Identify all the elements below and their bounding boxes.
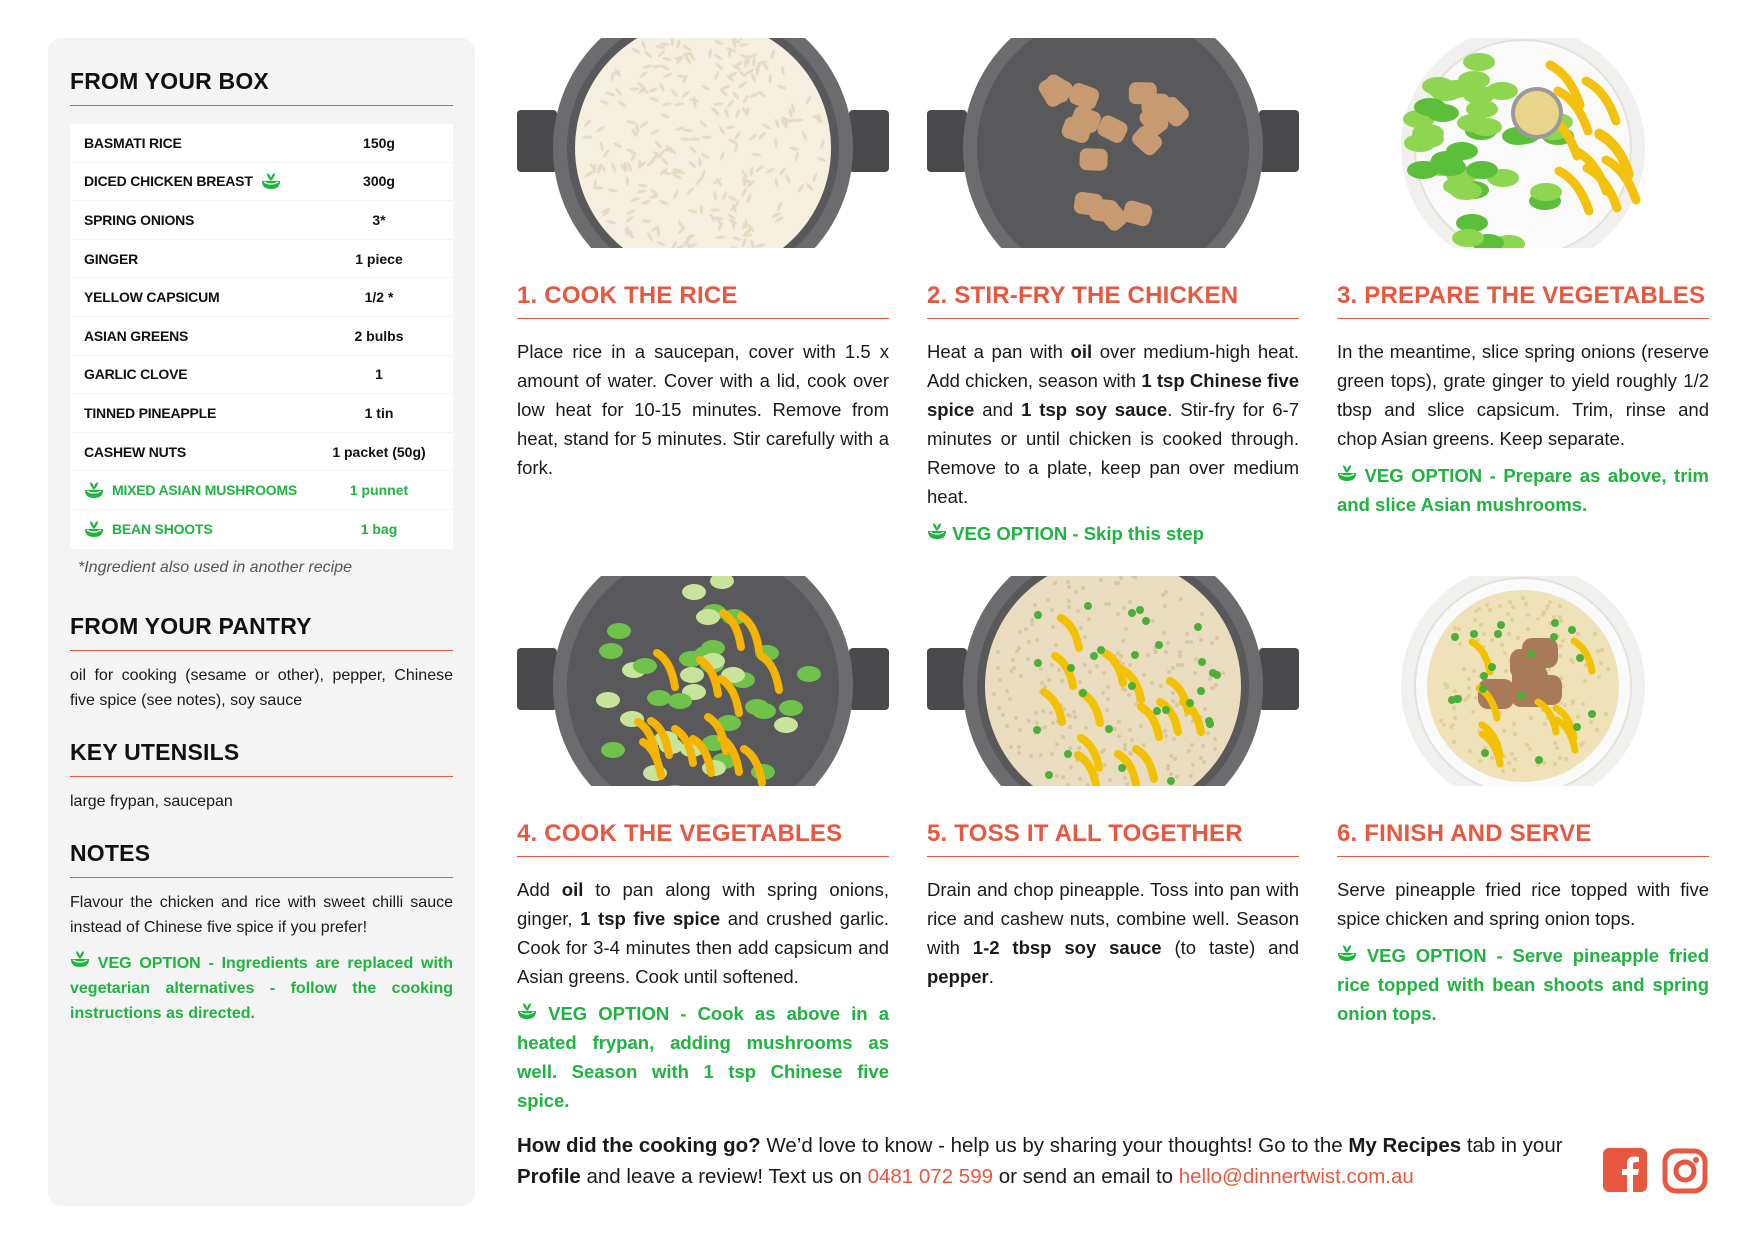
- ingredient-row: [70, 240, 453, 279]
- step-instructions: [927, 875, 1299, 991]
- ingredient-label: GINGER: [84, 250, 139, 267]
- step-text: In the meantime, slice spring onions (reserve green tops), grate ginger to yield roughly 1/2 tbsp and slice capsicum. Trim, rinse and chop Asian greens. Keep separate.: [1337, 341, 1709, 449]
- email-link[interactable]: hello@dinnertwist.com.au: [1178, 1165, 1414, 1188]
- step-3: [1337, 38, 1709, 519]
- ingredient-name: [84, 366, 319, 382]
- veg-leaf-icon: [261, 172, 281, 190]
- step-veg-option: [927, 519, 1299, 548]
- step-photo-fried-rice-in-pan: [927, 576, 1299, 786]
- footer-text: or send an email to: [993, 1165, 1179, 1188]
- step-instructions: [1337, 875, 1709, 933]
- step-title: 5. TOSS IT ALL TOGETHER: [927, 820, 1299, 857]
- footer-text: tab in your: [1461, 1134, 1563, 1157]
- utensils-text: large frypan, saucepan: [70, 792, 233, 810]
- ingredient-row: [70, 394, 453, 433]
- pantry-heading: FROM YOUR PANTRY: [70, 613, 453, 651]
- email-link[interactable]: 0481 072 599: [867, 1165, 993, 1188]
- ingredient-label: CASHEW NUTS: [84, 443, 187, 460]
- step-photo-vegetables-in-pan: [517, 576, 889, 786]
- step-quantity-highlight: 1-2 tbsp soy sauce: [972, 937, 1162, 958]
- step-instructions: [517, 875, 889, 991]
- pantry-section: [70, 613, 453, 713]
- facebook-icon[interactable]: [1603, 1148, 1647, 1192]
- step-veg-text: VEG OPTION - Prepare as above, trim and slice Asian mushrooms.: [1337, 465, 1709, 515]
- step-text: Place rice in a saucepan, cover with 1.5 x amount of water. Cover with a lid, cook over low heat for 10-15 minutes. Remove from heat, stand for 5 minutes. Stir carefully with a fork.: [517, 341, 889, 478]
- ingredient-name: [84, 481, 319, 499]
- ingredient-qty: 150g: [363, 134, 395, 151]
- instagram-icon[interactable]: [1662, 1148, 1708, 1194]
- ingredient-name: [84, 135, 319, 151]
- ingredients-footnote: *Ingredient also used in another recipe: [78, 558, 352, 576]
- veg-leaf-icon: [70, 950, 90, 968]
- ingredient-name: [84, 444, 319, 460]
- step-text: and crushed garlic. Cook for 3-4 minutes then add capsicum and Asian greens. Cook until softened.: [517, 908, 890, 987]
- step-text: (to taste) and: [1161, 937, 1299, 958]
- step-instructions: [1337, 337, 1709, 453]
- footer-text: We’d love to know - help us by sharing your thoughts! Go to the: [760, 1134, 1349, 1157]
- step-instructions: [927, 337, 1299, 511]
- step-quantity-highlight: 1 tsp soy sauce: [1021, 399, 1168, 420]
- step-quantity-highlight: 1 tsp Chinese five spice: [927, 370, 1299, 420]
- ingredient-qty: 1/2 *: [364, 289, 394, 306]
- ingredients-sidebar: [48, 38, 475, 1206]
- step-title: 2. STIR-FRY THE CHICKEN: [927, 282, 1299, 319]
- step-veg-option: [1337, 941, 1709, 1028]
- veg-leaf-icon: [927, 522, 947, 540]
- box-heading: FROM YOUR BOX: [70, 68, 453, 106]
- step-veg-option: [1337, 461, 1709, 519]
- ingredient-row: [70, 317, 453, 356]
- step-photo-served-bowl: [1337, 576, 1709, 786]
- ingredient-label: BASMATI RICE: [84, 134, 182, 151]
- step-6: [1337, 576, 1709, 1028]
- ingredient-row: [70, 356, 453, 395]
- ingredient-name: [84, 520, 319, 538]
- veg-leaf-icon: [84, 481, 104, 499]
- pantry-text: oil for cooking (sesame or other), pepper, Chinese five spice (see notes), soy sauce: [70, 666, 453, 709]
- notes-veg-text: VEG OPTION - Ingredients are replaced with vegetarian alternatives - follow the cooking instructions as directed.: [70, 954, 454, 1022]
- footer-text: My Recipes: [1348, 1134, 1462, 1157]
- ingredient-label: ASIAN GREENS: [84, 327, 189, 344]
- step-title: 1. COOK THE RICE: [517, 282, 889, 319]
- step-4: [517, 576, 889, 1115]
- step-veg-text: VEG OPTION - Cook as above in a heated frypan, adding mushrooms as well. Season with 1 tsp Chinese five spice.: [517, 1003, 890, 1111]
- step-2: [927, 38, 1299, 548]
- notes-section: [70, 840, 453, 1026]
- ingredients-table: [70, 124, 453, 549]
- ingredient-row: [70, 278, 453, 317]
- step-text: Serve pineapple fried rice topped with five spice chicken and spring onion tops.: [1337, 879, 1709, 929]
- ingredient-qty: 1 packet (50g): [332, 443, 426, 460]
- step-veg-text: VEG OPTION - Serve pineapple fried rice topped with bean shoots and spring onion tops.: [1337, 945, 1709, 1024]
- footer-text: Profile: [517, 1165, 581, 1188]
- notes-text: Flavour the chicken and rice with sweet chilli sauce instead of Chinese five spice if you prefer!: [70, 893, 453, 936]
- step-quantity-highlight: 1 tsp five spice: [580, 908, 721, 929]
- step-photo-chicken-in-pan: [927, 38, 1299, 248]
- ingredient-name: [84, 328, 319, 344]
- step-quantity-highlight: oil: [561, 879, 584, 900]
- step-quantity-highlight: pepper: [927, 966, 989, 987]
- review-footer: [517, 1130, 1567, 1192]
- ingredient-name: [84, 289, 319, 305]
- step-quantity-highlight: oil: [1070, 341, 1093, 362]
- ingredient-qty: 1: [375, 366, 383, 383]
- veg-leaf-icon: [1337, 464, 1357, 482]
- step-photo-vegetables-on-plate: [1337, 38, 1709, 248]
- step-veg-option: [517, 999, 889, 1115]
- ingredient-qty: 1 piece: [355, 250, 403, 267]
- ingredient-label: GARLIC CLOVE: [84, 366, 188, 383]
- ingredient-qty: 300g: [363, 173, 395, 190]
- footer-text: and leave a review! Text us on: [580, 1165, 868, 1188]
- step-text: . Stir-fry for 6-7 minutes or until chicken is cooked through. Remove to a plate, keep pan over medium heat.: [927, 399, 1299, 507]
- veg-leaf-icon: [84, 520, 104, 538]
- step-text: over medium-high heat. Add chicken, season with: [927, 341, 1299, 391]
- step-1: [517, 38, 889, 482]
- ingredient-qty: 1 punnet: [349, 482, 409, 499]
- ingredient-row: [70, 433, 453, 472]
- veg-leaf-icon: [1337, 944, 1357, 962]
- veg-leaf-icon: [517, 1002, 537, 1020]
- notes-heading: NOTES: [70, 840, 453, 878]
- ingredient-row: [70, 510, 453, 549]
- ingredient-label: TINNED PINEAPPLE: [84, 404, 217, 421]
- step-title: 4. COOK THE VEGETABLES: [517, 820, 889, 857]
- ingredient-label: DICED CHICKEN BREAST: [84, 173, 253, 190]
- ingredient-row: [70, 201, 453, 240]
- ingredient-name: [84, 405, 319, 421]
- ingredient-label: BEAN SHOOTS: [112, 521, 213, 538]
- ingredient-row: [70, 124, 453, 163]
- step-photo-rice-in-pot: [517, 38, 889, 248]
- ingredient-row: [70, 163, 453, 202]
- ingredient-label: MIXED ASIAN MUSHROOMS: [112, 482, 298, 499]
- notes-veg-option: [70, 950, 453, 1026]
- ingredient-qty: 2 bulbs: [354, 327, 404, 344]
- step-veg-text: VEG OPTION - Skip this step: [952, 523, 1204, 544]
- utensils-section: [70, 739, 453, 814]
- step-instructions: [517, 337, 889, 482]
- step-5: [927, 576, 1299, 991]
- step-text: to pan along with spring onions, ginger,: [517, 879, 890, 929]
- step-text: Heat a pan with: [927, 341, 1071, 362]
- footer-text: How did the cooking go?: [517, 1134, 761, 1157]
- utensils-heading: KEY UTENSILS: [70, 739, 453, 777]
- ingredient-name: [84, 172, 319, 190]
- step-text: Add: [517, 879, 562, 900]
- ingredient-row: [70, 471, 453, 510]
- step-text: and: [974, 399, 1022, 420]
- ingredient-name: [84, 212, 319, 228]
- step-title: 3. PREPARE THE VEGETABLES: [1337, 282, 1709, 319]
- ingredient-name: [84, 251, 319, 267]
- ingredient-qty: 3*: [372, 211, 386, 228]
- ingredient-qty: 1 bag: [360, 521, 398, 538]
- step-title: 6. FINISH AND SERVE: [1337, 820, 1709, 857]
- step-text: Drain and chop pineapple. Toss into pan with rice and cashew nuts, combine well. Season with: [927, 879, 1299, 958]
- ingredient-qty: 1 tin: [364, 404, 394, 421]
- ingredient-label: YELLOW CAPSICUM: [84, 289, 220, 306]
- ingredient-label: SPRING ONIONS: [84, 211, 195, 228]
- step-text: .: [988, 966, 994, 987]
